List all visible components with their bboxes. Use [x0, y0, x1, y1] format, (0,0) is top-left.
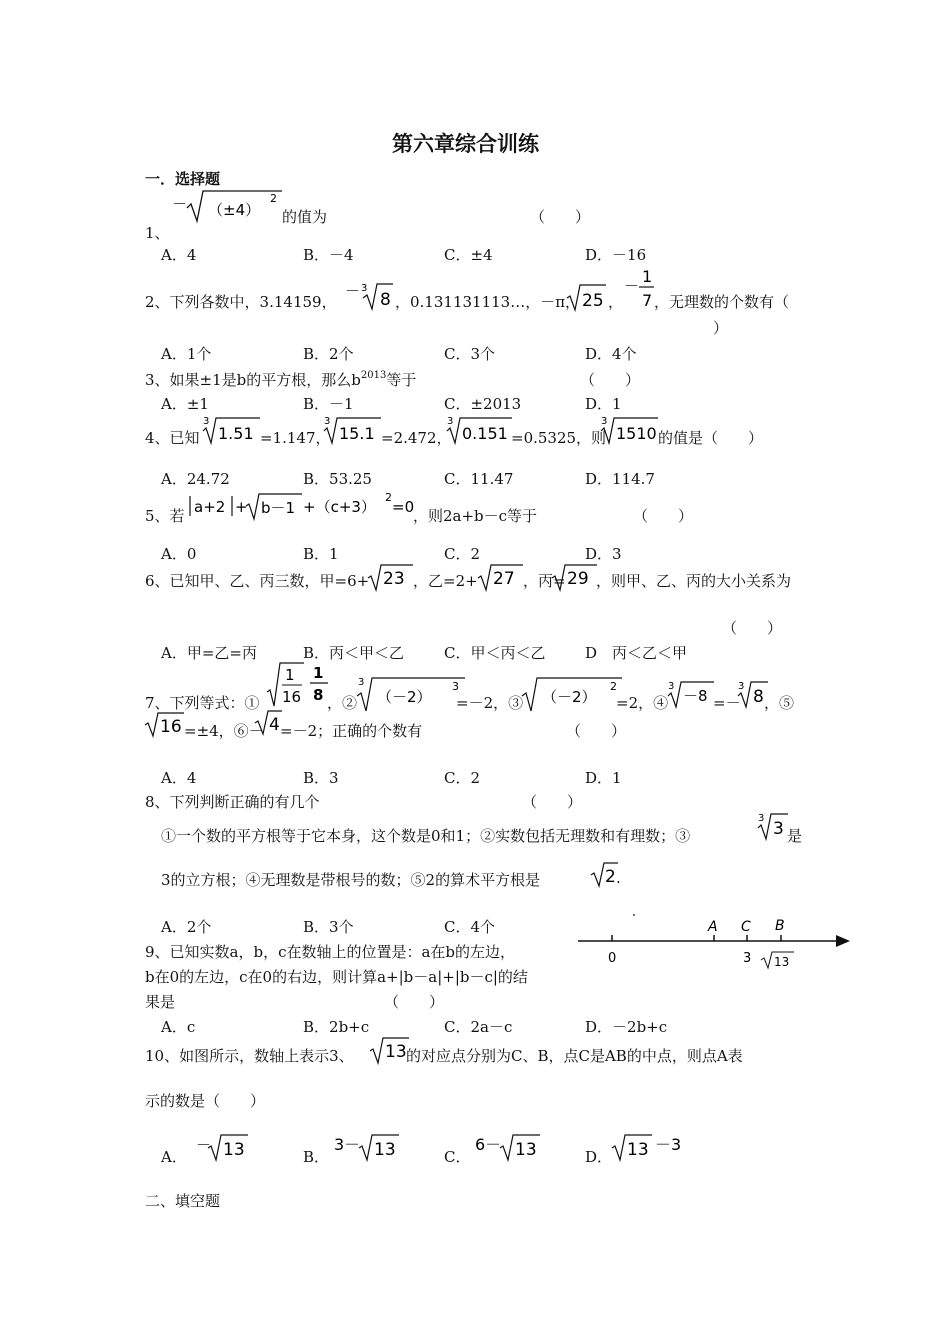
- q2-neg-sign: －: [345, 282, 361, 300]
- q10-b-radicand: 13: [374, 1140, 396, 1160]
- q6-mid-2: ，丙=: [523, 572, 566, 590]
- q2-option-d: D．4个: [585, 345, 637, 363]
- q6-pre: 6、已知甲、乙、丙三数，甲=6+: [145, 572, 370, 590]
- q5-sqrt-radicand: b－1: [261, 499, 296, 517]
- q5-formula: [186, 490, 414, 522]
- q6-radicand-3: 29: [567, 569, 589, 589]
- q4-radicand-1: 1.51: [218, 424, 254, 443]
- q7-formula-5: [144, 710, 186, 738]
- q5-plus: +: [235, 498, 248, 516]
- q8-radicand-3: 3: [773, 819, 784, 839]
- label-three: 3: [743, 951, 752, 966]
- q4-idx-2: 3: [324, 416, 331, 427]
- q7-e5: =±4，⑥－: [184, 722, 264, 740]
- q9-option-d: D．－2b+c: [585, 1018, 668, 1036]
- q10-d-tail: －3: [655, 1135, 682, 1154]
- q9-line-1: 9、已知实数a，b，c在数轴上的位置是：a在b的左边，: [145, 943, 516, 961]
- q10-post: 的对应点分别为C、B，点C是AB的中点，则点A表: [406, 1047, 743, 1065]
- q6-mid-1: ，乙=2+: [413, 572, 478, 590]
- q4-value-2: =2.472，: [381, 429, 452, 447]
- section-heading-choice: 一．选择题: [145, 170, 221, 188]
- q3-option-d: D．1: [585, 395, 622, 413]
- q2-sqrt-formula: [566, 282, 608, 312]
- q7-idx-2: 3: [358, 677, 365, 688]
- q10-option-b-label: B．: [303, 1148, 330, 1166]
- q6-option-c: C．甲＜丙＜乙: [444, 644, 546, 662]
- q7-cbrt-exp: 3: [452, 680, 459, 693]
- q7-radicand-5: 16: [160, 717, 182, 737]
- q8-line-2: 3的立方根；④无理数是带根号的数；⑤2的算术平方根是: [161, 871, 541, 889]
- q2-tail: ，无理数的个数有（: [654, 293, 790, 311]
- q7-formula-2: [355, 674, 467, 714]
- q9-answer-paren: （ ）: [384, 993, 445, 1011]
- q6-sqrt-3: [551, 562, 601, 592]
- q7-sqrt-radicand: （－2）: [542, 688, 597, 706]
- q8-option-c: C．4个: [444, 918, 496, 936]
- q6-post: ，则甲、乙、丙的大小关系为: [596, 572, 792, 590]
- q10-option-c-formula: [474, 1132, 544, 1162]
- q7-option-d: D．1: [585, 769, 622, 787]
- q2-root-index: 3: [361, 283, 368, 294]
- q7-f2-den: 8: [313, 686, 324, 704]
- q5-pre: 5、若: [145, 507, 185, 525]
- arrow-right-icon: [836, 935, 850, 947]
- q1-neg-sign: －: [172, 195, 188, 213]
- q1-exponent: 2: [270, 192, 277, 205]
- q4-idx-3: 3: [447, 416, 454, 427]
- q10-option-d-formula: [611, 1132, 687, 1162]
- q8-line-1: ①一个数的平方根等于它本身，这个数是0和1；②实数包括无理数和有理数；③: [161, 827, 691, 845]
- q7-formula-1: [266, 660, 332, 710]
- q4-idx-1: 3: [203, 416, 210, 427]
- q7-f2-num: 1: [313, 664, 324, 682]
- q3-option-a: A．±1: [161, 395, 209, 413]
- q5-square-term: +（c+3）: [303, 498, 376, 516]
- q4-cbrt-1: [202, 414, 262, 446]
- q2-option-b: B．2个: [303, 345, 354, 363]
- q4-radicand-3: 0.151: [462, 424, 508, 443]
- q7-radicand-4: －8: [683, 687, 708, 705]
- q6-option-a: A．甲=乙=丙: [161, 644, 257, 662]
- q4-post: 的值是（ ）: [658, 429, 764, 447]
- q1-neg-sqrt-formula: [170, 186, 284, 226]
- q7-pre: 7、下列等式：①: [145, 694, 260, 712]
- number-line-figure: [574, 908, 854, 974]
- q10-option-d-label: D．: [585, 1148, 613, 1166]
- stray-dot: [633, 914, 635, 916]
- q7-radicand-4b: 8: [753, 687, 764, 707]
- q2-frac-den: 7: [642, 291, 653, 310]
- q4-cbrt-3: [446, 414, 514, 446]
- q5-equals-zero: =0: [392, 498, 414, 516]
- q10-d-radicand: 13: [627, 1140, 649, 1160]
- q7-e6: =－2；正确的个数有: [280, 722, 423, 740]
- q7-idx-4: 3: [668, 681, 675, 692]
- q4-idx-4: 3: [601, 416, 608, 427]
- q7-option-a: A．4: [161, 769, 197, 787]
- q9-option-c: C．2a－c: [444, 1018, 513, 1036]
- q2-paren-close: ）: [713, 319, 729, 337]
- q3-option-c: C．±2013: [444, 395, 522, 413]
- q4-option-b: B．53.25: [303, 470, 372, 488]
- q2-neg-fraction: [622, 264, 658, 312]
- q10-sqrt: [369, 1035, 411, 1065]
- q5-option-d: D．3: [585, 545, 622, 563]
- q10-c-expr: 6－: [475, 1135, 502, 1154]
- q5-answer-paren: （ ）: [633, 507, 694, 525]
- q10-option-a-formula: [194, 1132, 252, 1162]
- q10-a-neg: －: [196, 1136, 212, 1154]
- q8-head: 8、下列判断正确的有几个: [145, 793, 320, 811]
- q10-b-expr: 3－: [334, 1135, 361, 1154]
- q2-frac-neg: －: [624, 277, 640, 295]
- q4-radicand-4: 1510: [616, 424, 657, 443]
- q3-pre: 3、如果±1是b的平方根，那么b: [145, 371, 361, 389]
- q6-answer-paren: （ ）: [722, 619, 783, 637]
- section-heading-fill: 二、填空题: [145, 1192, 221, 1210]
- q8-idx: 3: [758, 813, 765, 824]
- q4-pre: 4、已知: [145, 429, 200, 447]
- q8-cbrt: [756, 811, 790, 841]
- q9-line-2: b在0的左边，c在0的右边，则计算a+|b－a|+|b－c|的结: [145, 968, 528, 986]
- q7-e3: =2，④: [616, 694, 669, 712]
- label-b: B: [775, 918, 785, 934]
- q6-sqrt-1: [367, 562, 417, 592]
- q2-sqrt-radicand: 25: [582, 291, 604, 311]
- q7-sqrt-exp: 2: [610, 680, 617, 693]
- q1-option-a: A．4: [161, 246, 197, 264]
- q8-line-1-end: 是: [787, 827, 803, 845]
- q9-option-a: A．c: [161, 1018, 196, 1036]
- q7-cbrt-radicand: （－2）: [377, 688, 432, 706]
- q2-option-a: A．1个: [161, 345, 212, 363]
- label-sqrt13: 13: [774, 955, 790, 969]
- q6-radicand-1: 23: [383, 569, 405, 589]
- q1-text: 的值为: [282, 208, 328, 226]
- q7-option-c: C．2: [444, 769, 481, 787]
- q10-c-radicand: 13: [515, 1140, 537, 1160]
- q1-answer-paren: （ ）: [530, 208, 591, 226]
- q7-idx-4b: 3: [738, 681, 745, 692]
- q3-text: [145, 369, 416, 390]
- label-c: C: [741, 919, 751, 935]
- q7-c5: ，⑤: [764, 694, 795, 712]
- q6-option-d: D 丙＜乙＜甲: [585, 644, 688, 662]
- q5-option-b: B．1: [303, 545, 339, 563]
- q4-option-c: C．11.47: [444, 470, 514, 488]
- q8-answer-paren: （ ）: [522, 793, 583, 811]
- q10-pre: 10、如图所示，数轴上表示3、: [145, 1047, 354, 1065]
- q4-radicand-2: 15.1: [339, 424, 375, 443]
- q5-option-c: C．2: [444, 545, 481, 563]
- q6-sqrt-2: [477, 562, 527, 592]
- q5-post: ，则2a+b－c等于: [413, 507, 538, 525]
- q2-comma: ，: [608, 293, 624, 311]
- q7-formula-4: [666, 679, 716, 709]
- label-zero: 0: [608, 951, 617, 966]
- q1-option-d: D．－16: [585, 246, 647, 264]
- q1-option-b: B．－4: [303, 246, 354, 264]
- q10-option-c-label: C．: [444, 1148, 471, 1166]
- q7-f1-num: 1: [285, 666, 295, 684]
- q6-option-b: B．丙＜甲＜乙: [303, 644, 405, 662]
- q10-option-a-label: A．: [161, 1148, 187, 1166]
- label-a: A: [708, 919, 718, 935]
- q5-option-a: A．0: [161, 545, 197, 563]
- q9-option-b: B．2b+c: [303, 1018, 370, 1036]
- q4-value-1: =1.147，: [260, 429, 331, 447]
- q4-value-3: =0.5325，则: [511, 429, 607, 447]
- q8-option-a: A．2个: [161, 918, 212, 936]
- q3-post: 等于: [386, 371, 417, 389]
- q4-option-d: D．114.7: [585, 470, 655, 488]
- q7-f1-den: 16: [282, 688, 302, 706]
- q7-e4: =－: [713, 694, 741, 712]
- q9-line-3: 果是: [145, 993, 176, 1011]
- q7-radicand-6: 4: [269, 715, 280, 735]
- q3-superscript: 2013: [360, 370, 387, 381]
- q10-radicand: 13: [385, 1042, 407, 1062]
- q4-cbrt-4: [600, 414, 660, 446]
- q2-neg-cbrt-formula: [343, 280, 395, 312]
- q10-option-b-formula: [333, 1132, 403, 1162]
- q7-option-b: B．3: [303, 769, 339, 787]
- q2-option-c: C．3个: [444, 345, 496, 363]
- q2-frac-num: 1: [642, 267, 653, 286]
- q3-option-b: B．－1: [303, 395, 354, 413]
- q4-option-a: A．24.72: [161, 470, 230, 488]
- q2-radicand: 8: [380, 290, 391, 310]
- q8-option-b: B．3个: [303, 918, 354, 936]
- q2-mid: ，0.131131113…，－π，: [395, 293, 581, 311]
- q8-radicand-2: 2: [605, 867, 616, 887]
- q3-answer-paren: （ ）: [580, 371, 641, 389]
- q2-lead: 2、下列各数中，3.14159，: [145, 293, 337, 311]
- q7-c2: ，②: [327, 694, 358, 712]
- q7-formula-3: [520, 674, 624, 714]
- q10-line-2: 示的数是（ ）: [145, 1092, 266, 1110]
- q8-line-2-end: .: [616, 869, 621, 887]
- q1-option-c: C．±4: [444, 246, 493, 264]
- q1-number: 1、: [145, 224, 170, 242]
- q7-answer-paren: （ ）: [566, 722, 627, 740]
- page-title: 第六章综合训练: [392, 132, 539, 156]
- q5-exponent: 2: [385, 491, 392, 504]
- q5-abs-content: a+2: [194, 498, 226, 516]
- q4-cbrt-2: [323, 414, 383, 446]
- q6-radicand-2: 27: [493, 569, 515, 589]
- q10-a-radicand: 13: [223, 1140, 245, 1160]
- q7-e2: =－2，③: [456, 694, 524, 712]
- q1-radicand: （±4）: [208, 201, 261, 219]
